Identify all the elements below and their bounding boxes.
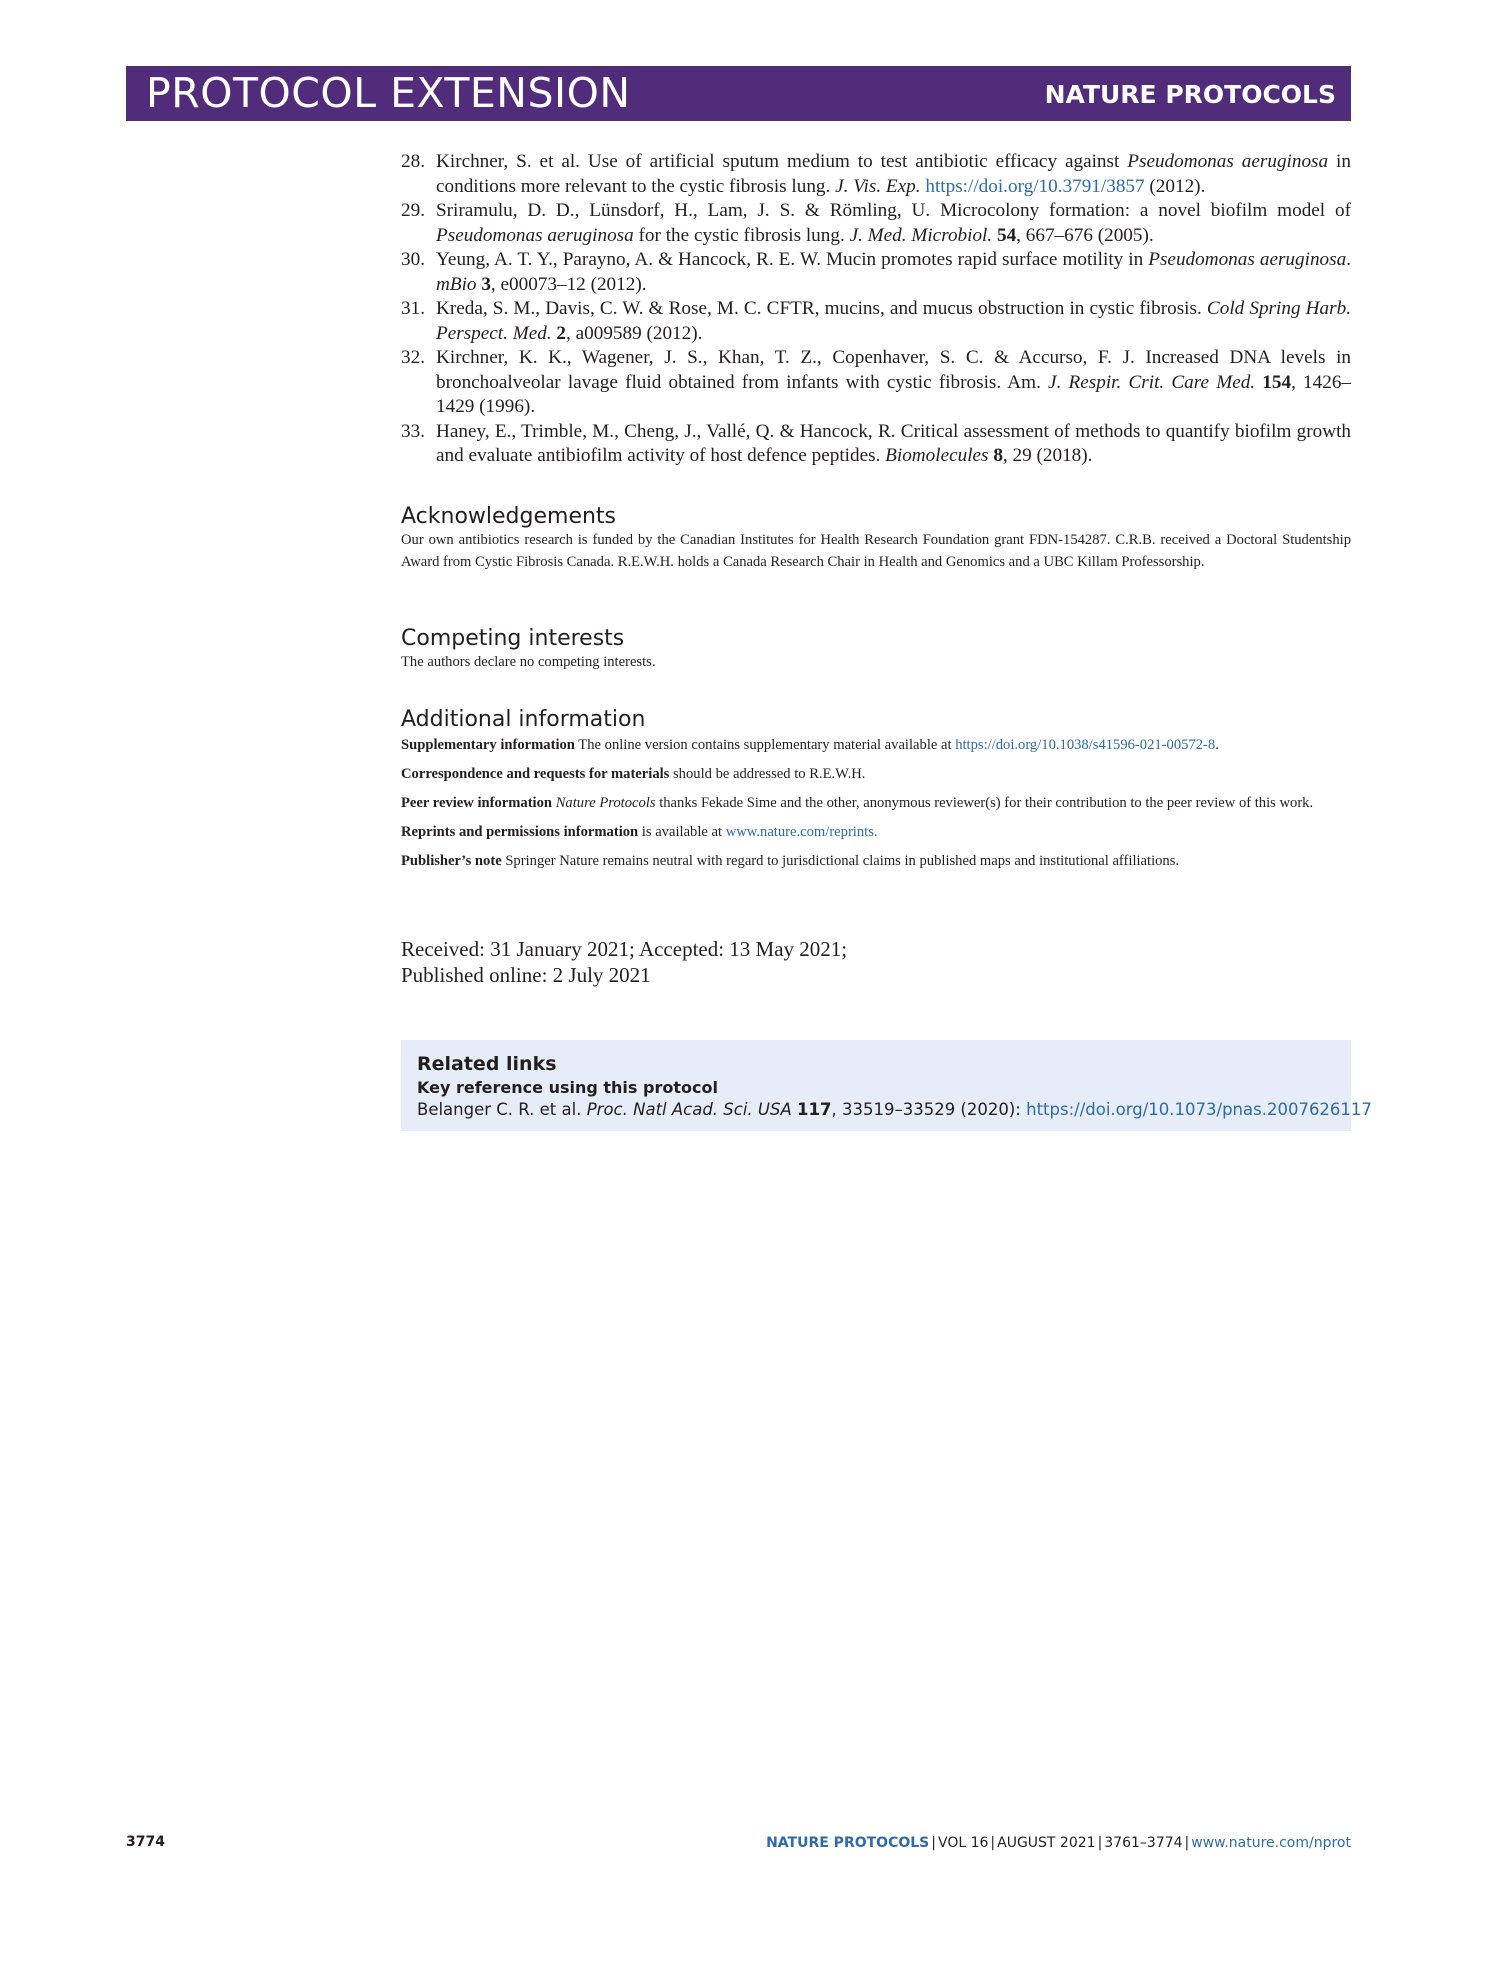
acknowledgements-heading: Acknowledgements	[401, 504, 617, 529]
related-links-subheading: Key reference using this protocol	[417, 1078, 718, 1097]
reference-text: Kirchner, K. K., Wagener, J. S., Khan, T. Z., Copenhaver, S. C. & Accurso, F. J. Increased DNA levels in bronchoalveolar lavage fluid obtained from infants with cystic fibrosis. Am. J. Respir. Crit. Care Med. 154, 1426–1429 (1996).	[436, 347, 1352, 417]
additional-information-section	[401, 707, 1351, 879]
footer-date: AUGUST 2021	[997, 1835, 1096, 1851]
footer-citation: NATURE PROTOCOLS | VOL 16 | AUGUST 2021 | 3761–3774 | www.nature.com/nprot	[766, 1835, 1351, 1851]
reference-text: Yeung, A. T. Y., Parayno, A. & Hancock, R. E. W. Mucin promotes rapid surface motility in Pseudomonas aeruginosa. mBio 3, e00073–12 (2012).	[436, 249, 1351, 295]
competing-interests-text: The authors declare no competing interests.	[401, 654, 656, 670]
reference-text: Kirchner, S. et al. Use of artificial sputum medium to test antibiotic efficacy against Pseudomonas aeruginosa in conditions more relevant to the cystic fibrosis lung. J. Vis. Exp. https://doi.org/10.3791/3857 (2012).	[436, 151, 1351, 197]
reference-item	[401, 346, 1351, 420]
supplementary-information: Supplementary information The online version contains supplementary material available at https://doi.org/10.1038/s41596-021-00572-8.	[401, 737, 1219, 753]
reference-text: Haney, E., Trimble, M., Cheng, J., Vallé, Q. & Hancock, R. Critical assessment of methods to quantify biofilm growth and evaluate antibiofilm activity of host defence peptides. Biomolecules 8, 29 (2018).	[436, 420, 1351, 466]
publishers-note: Publisher’s note Springer Nature remains neutral with regard to jurisdictional claims in published maps and institutional affiliations.	[401, 853, 1180, 869]
reprints-link[interactable]: www.nature.com/reprints.	[725, 824, 878, 840]
section-title: PROTOCOL EXTENSION	[146, 69, 631, 117]
acknowledgements-section	[401, 504, 1351, 573]
reference-item	[401, 150, 1351, 199]
footer-volume: VOL 16	[937, 1835, 989, 1851]
reference-list	[401, 150, 1351, 469]
footer-url-link[interactable]: www.nature.com/nprot	[1191, 1835, 1351, 1851]
related-reference: Belanger C. R. et al. Proc. Natl Acad. Sci. USA 117, 33519–33529 (2020): https://doi.org/10.1073/pnas.2007626117	[417, 1100, 1372, 1119]
reference-number: 29.	[401, 200, 425, 221]
reference-item	[401, 297, 1351, 346]
reference-link[interactable]: https://doi.org/10.3791/3857	[925, 175, 1145, 197]
related-links-heading: Related links	[417, 1053, 557, 1075]
reprints-information: Reprints and permissions information is available at www.nature.com/reprints.	[401, 824, 878, 840]
reference-number: 31.	[401, 298, 425, 319]
competing-interests-section	[401, 626, 1351, 673]
footer-pages: 3761–3774	[1104, 1835, 1183, 1851]
header-bar	[126, 66, 1351, 121]
supplementary-link[interactable]: https://doi.org/10.1038/s41596-021-00572-8	[955, 737, 1216, 753]
reference-text: Sriramulu, D. D., Lünsdorf, H., Lam, J. S. & Römling, U. Microcolony formation: a novel biofilm model of Pseudomonas aeruginosa for the cystic fibrosis lung. J. Med. Microbiol. 54, 667–676 (2005).	[436, 200, 1351, 246]
additional-information-heading: Additional information	[401, 707, 646, 732]
published-online-date: Published online: 2 July 2021	[401, 963, 651, 987]
peer-review-information: Peer review information Nature Protocols thanks Fekade Sime and the other, anonymous reviewer(s) for their contribution to the peer review of this work.	[401, 795, 1314, 811]
acknowledgements-text: Our own antibiotics research is funded by the Canadian Institutes for Health Research Foundation grant FDN-154287. C.R.B. received a Doctoral Studentship Award from Cystic Fibrosis Canada. R.E.W.H. holds a Canada Research Chair in Health and Genomics and a UBC Killam Professorship.	[401, 532, 1351, 570]
reference-item	[401, 199, 1351, 248]
related-reference-link[interactable]: https://doi.org/10.1073/pnas.2007626117	[1026, 1100, 1372, 1119]
competing-interests-heading: Competing interests	[401, 626, 625, 651]
page-number: 3774	[126, 1834, 165, 1850]
reference-item	[401, 248, 1351, 297]
reference-number: 28.	[401, 151, 425, 172]
reference-text: Kreda, S. M., Davis, C. W. & Rose, M. C. CFTR, mucins, and mucus obstruction in cystic fibrosis. Cold Spring Harb. Perspect. Med. 2, a009589 (2012).	[436, 298, 1351, 344]
received-accepted-dates: Received: 31 January 2021; Accepted: 13 May 2021;	[401, 937, 848, 961]
correspondence: Correspondence and requests for materials should be addressed to R.E.W.H.	[401, 766, 866, 782]
reference-number: 33.	[401, 420, 425, 442]
reference-number: 30.	[401, 249, 425, 270]
reference-number: 32.	[401, 347, 425, 368]
reference-item	[401, 420, 1351, 469]
journal-title: NATURE PROTOCOLS	[1044, 80, 1336, 109]
footer-journal: NATURE PROTOCOLS	[766, 1835, 930, 1851]
publication-dates	[401, 936, 1351, 988]
related-links-box	[401, 1040, 1372, 1131]
